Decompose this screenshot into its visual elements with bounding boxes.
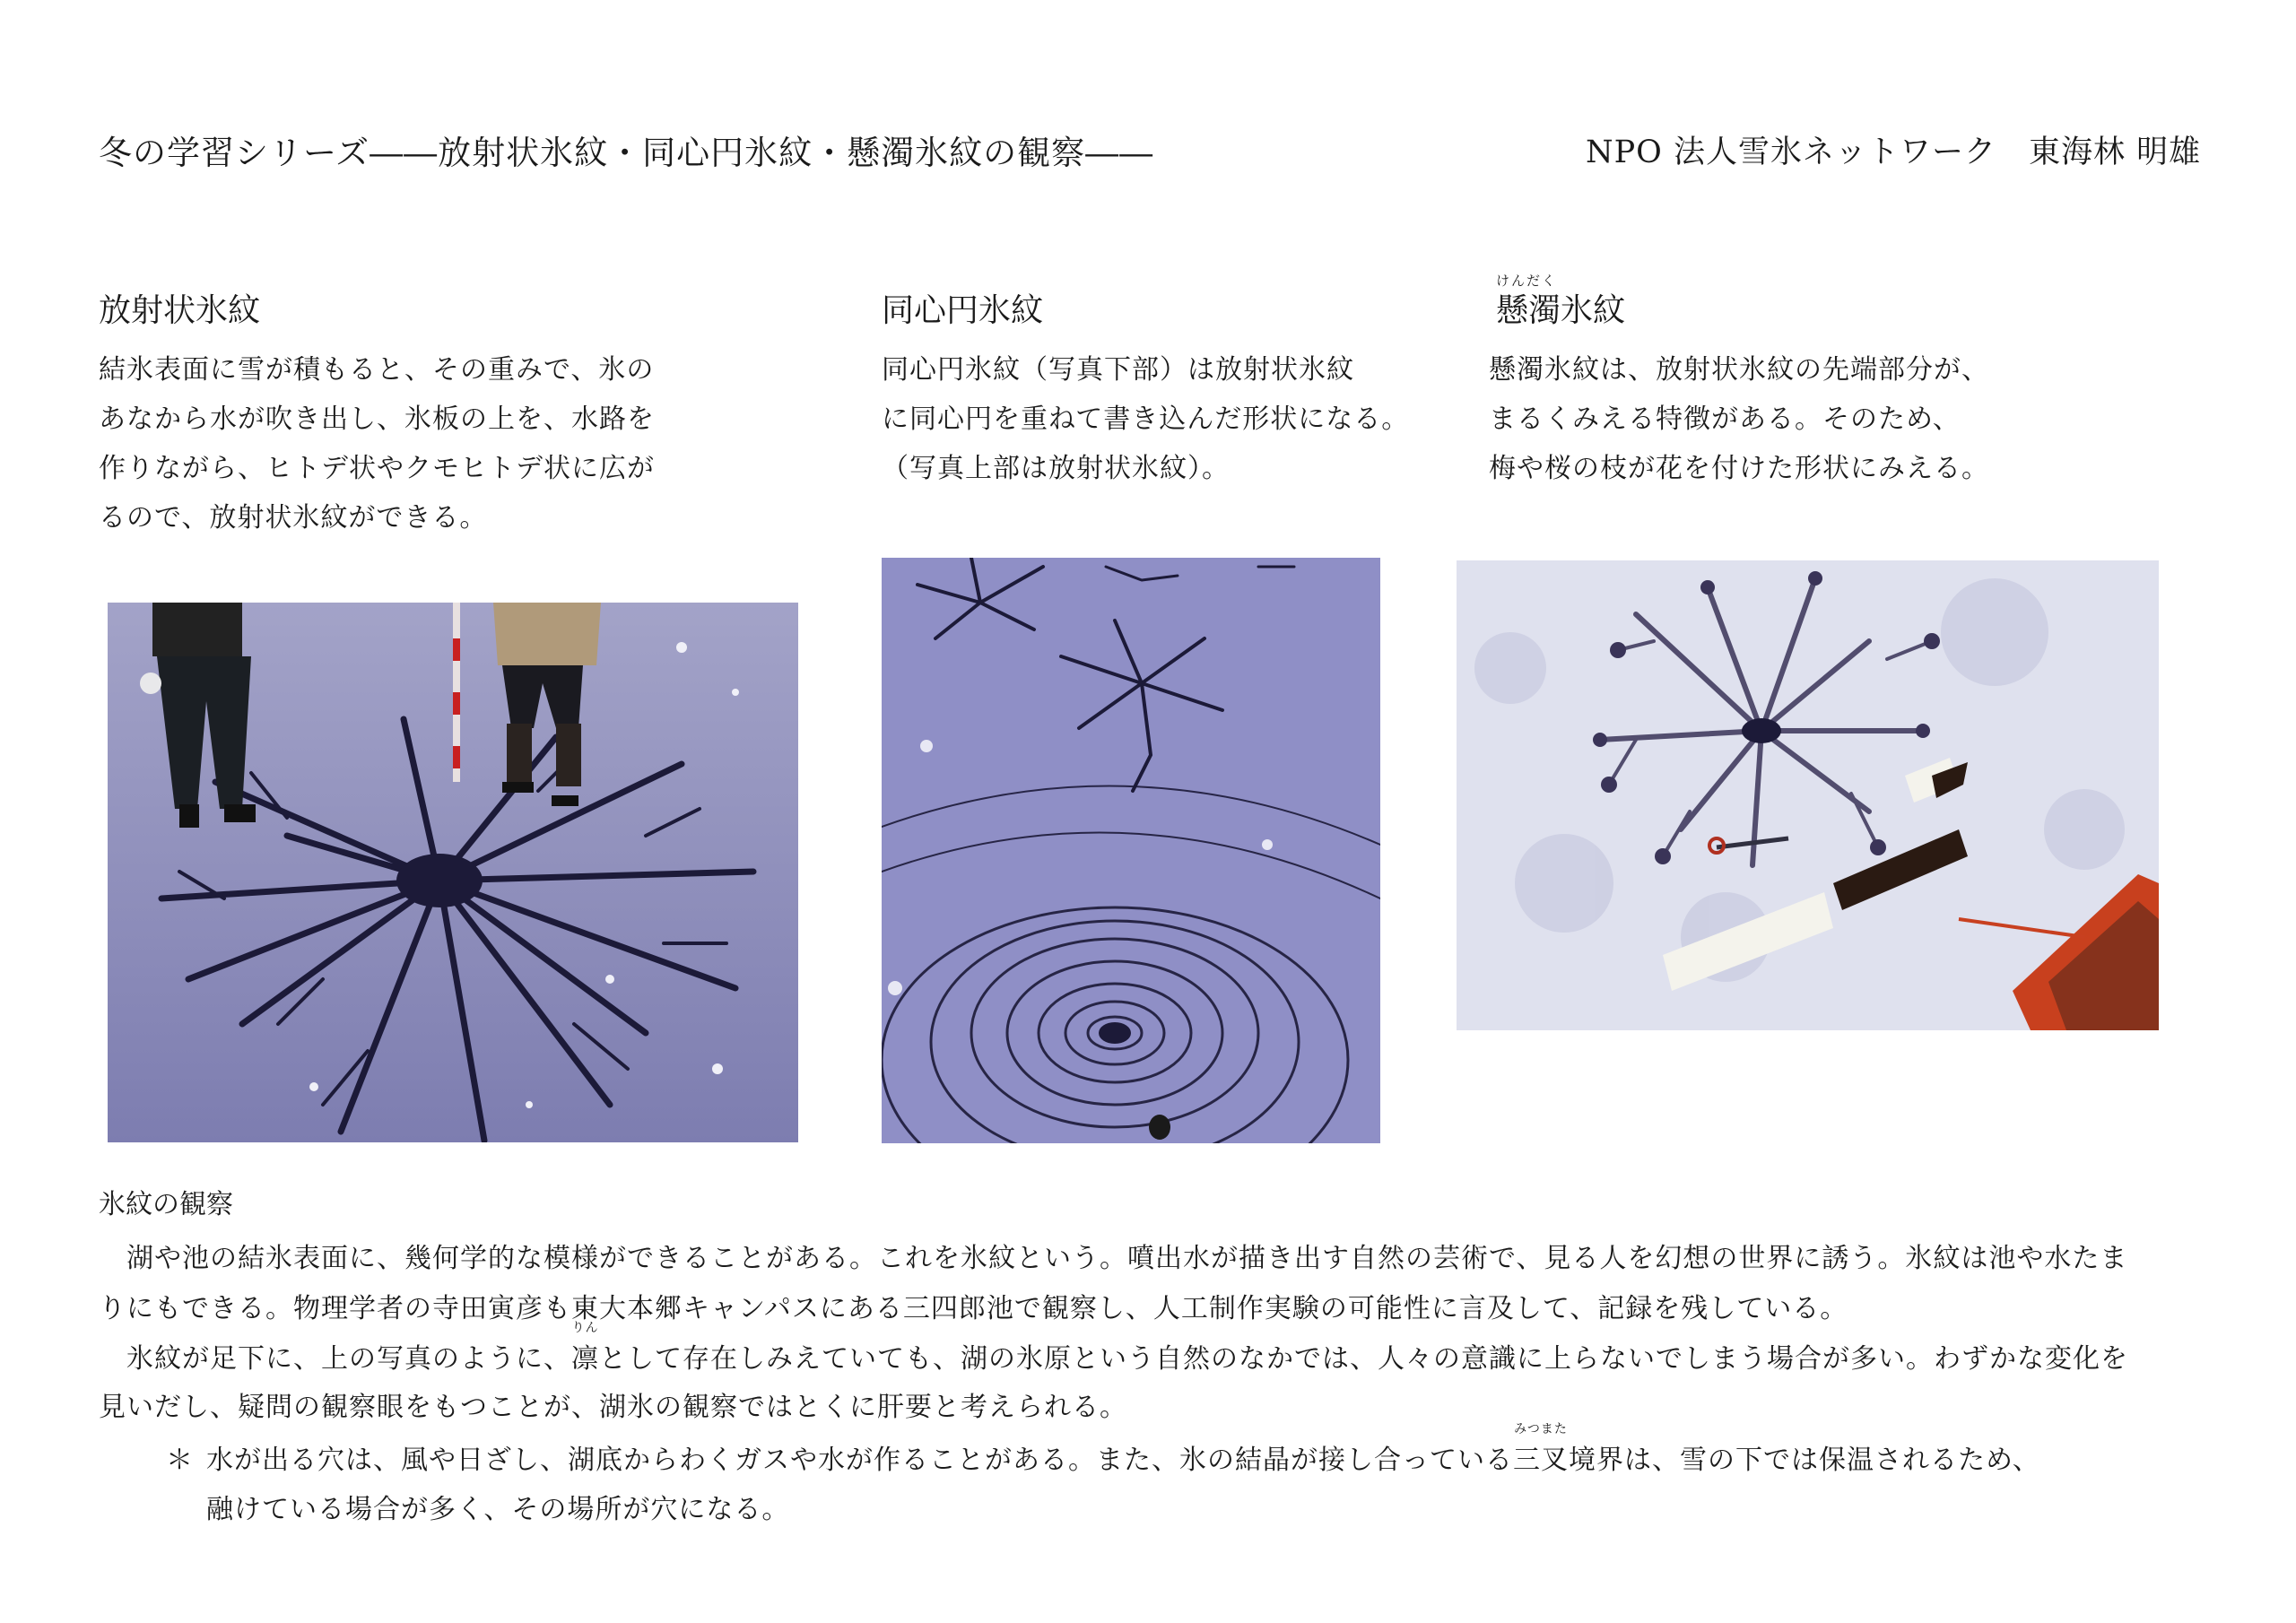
- text-line: 梅や桜の枝が花を付けた形状にみえる。: [1489, 453, 1989, 484]
- ruby-word: [571, 1321, 599, 1376]
- ruby-reading: りん: [571, 1321, 599, 1335]
- obs-p2-line1: [99, 1321, 2128, 1376]
- text-segment: 氷紋が足下に、上の写真のように、: [99, 1343, 571, 1375]
- obs-p2-line2: 見いだし、疑問の観察眼をもつことが、湖氷の観察ではとくに肝要と考えられる。: [99, 1392, 1127, 1423]
- col2-heading: 同心円氷紋: [882, 292, 1044, 329]
- ruby-reading: みつまた: [1514, 1422, 1568, 1436]
- observation-heading: 氷紋の観察: [99, 1189, 233, 1220]
- obs-p1-line1: 湖や池の結氷表面に、幾何学的な模様ができることがある。これを氷紋という。噴出水が描き出す自然の芸術で、見る人を幻想の世界に誘う。氷紋は池や水たま: [99, 1243, 2128, 1274]
- text-line: るので、放射状氷紋ができる。: [99, 502, 488, 534]
- col1-text: [99, 345, 655, 542]
- col3-text: [1489, 345, 1989, 493]
- text-line: （写真上部は放射状氷紋）。: [882, 453, 1230, 484]
- text-line: まるくみえる特徴がある。そのため、: [1489, 404, 1961, 435]
- text-segment: 水が出る穴は、風や日ざし、湖底からわくガスや水が作ることがある。また、氷の結晶が接し合っている: [206, 1445, 1513, 1476]
- note-mark: ＊: [166, 1445, 194, 1476]
- suspended-ice-photo: [1457, 560, 2159, 1030]
- text-line: 懸濁氷紋は、放射状氷紋の先端部分が、: [1489, 354, 1989, 386]
- text-line: に同心円を重ねて書き込んだ形状になる。: [882, 404, 1410, 435]
- ruby-base: 凛: [571, 1343, 599, 1375]
- text-line: 結氷表面に雪が積もると、その重みで、氷の: [99, 354, 655, 386]
- text-line: 同心円氷紋（写真下部）は放射状氷紋: [882, 354, 1354, 386]
- obs-p1-line2: りにもできる。物理学者の寺田寅彦も東大本郷キャンパスにある三四郎池で観察し、人工制作実験の可能性に言及して、記録を残している。: [99, 1293, 1848, 1324]
- note-line1: [206, 1422, 2040, 1477]
- text-line: あなから水が吹き出し、氷板の上を、水路を: [99, 404, 655, 435]
- concentric-ice-photo: [882, 558, 1380, 1143]
- text-line: 作りながら、ヒトデ状やクモヒトデ状に広が: [99, 453, 655, 484]
- radial-ice-photo: [108, 603, 798, 1142]
- page-title: 冬の学習シリーズ――放射状氷紋・同心円氷紋・懸濁氷紋の観察――: [99, 134, 1154, 172]
- text-segment: 境界は、雪の下では保温されるため、: [1569, 1445, 2040, 1476]
- col3-heading: 懸濁氷紋: [1496, 292, 1626, 329]
- col1-heading: 放射状氷紋: [99, 292, 261, 329]
- ruby-base: 三叉: [1513, 1445, 1569, 1476]
- ruby-word: [1513, 1422, 1569, 1477]
- col3-ruby: けんだく: [1496, 273, 1558, 289]
- text-segment: として存在しみえていても、湖の氷原という自然のなかでは、人々の意識に上らないでしまう場合が多い。わずかな変化を: [599, 1343, 2128, 1375]
- note-line2: 融けている場合が多く、その場所が穴になる。: [206, 1494, 790, 1525]
- col2-text: [882, 345, 1409, 493]
- author-credit: NPO 法人雪氷ネットワーク 東海林 明雄: [1586, 135, 2202, 170]
